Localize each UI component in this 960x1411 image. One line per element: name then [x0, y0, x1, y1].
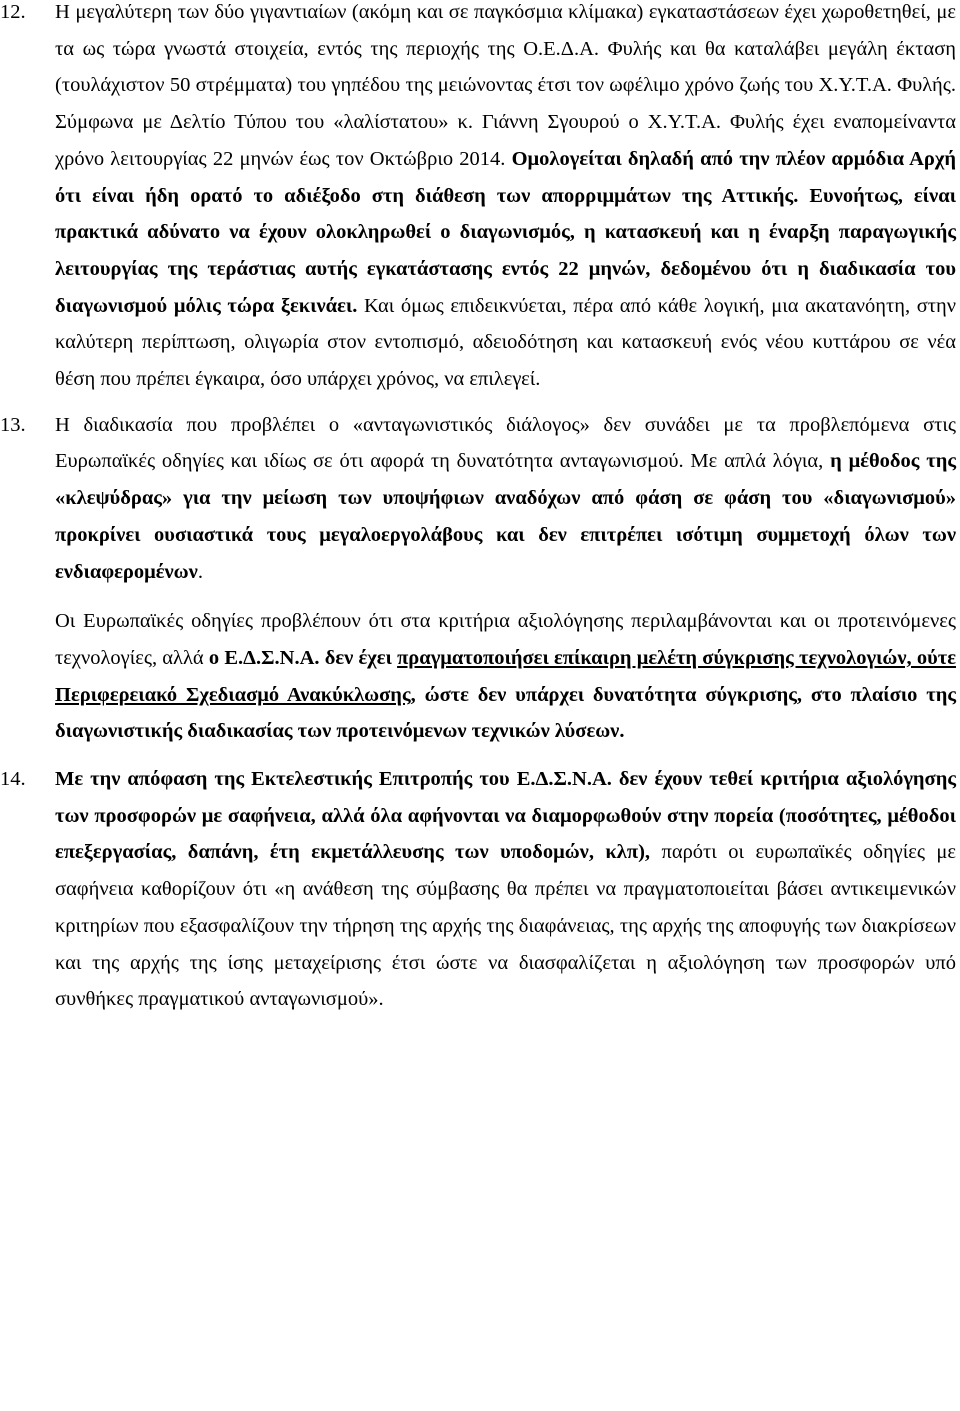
- item-text-bold: Ευνοήτως, είναι πρακτικά αδύνατο να έχουν ολοκληρωθεί ο διαγωνισμός, η κατασκευή και η έναρξη παραγωγικής λειτουργίας της τεράστιας αυτής εγκατάστασης εντός 22 μηνών, δεδομένου ότι η διαδικασία του διαγωνισμού μόλις τώρα ξεκινάει.: [55, 184, 956, 317]
- list-item-13-continuation: [0, 603, 960, 750]
- item-text: [798, 185, 809, 207]
- item-text-bold: ο Ε.Δ.Σ.Ν.Α. δεν έχει: [208, 646, 398, 669]
- item-text-bold: Με την απόφαση της Εκτελεστικής Επιτροπής του Ε.Δ.Σ.Ν.Α. δεν έχουν τεθεί κριτήρια αξιολόγησης των προσφορών με σαφήνεια, αλλά όλα αφήνονται να διαμορφωθούν στην πορεία (ποσότητες, μέθοδοι επεξεργασίας, δαπάνη, έτη εκμετάλλευσης των υποδομών, κλπ),: [55, 768, 956, 864]
- item-text: Η μεγαλύτερη των δύο γιγαντιαίων (ακόμη και σε παγκόσμια κλίμακα) εγκαταστάσεων έχει χωροθετηθεί, με τα ως τώρα γνωστά στοιχεία, εντός της περιοχής της Ο.Ε.Δ.Α. Φυλής και θα καταλάβει μεγάλη έκταση (τουλάχιστον 50 στρέμματα) του γηπέδου της μειώνοντας έτσι τον ωφέλιμο χρόνο ζωής του Χ.Υ.Τ.Α. Φυλής. Σύμφωνα με Δελτίο Τύπου του «λαλίστατου» κ. Γιάννη Σγουρού ο Χ.Υ.Τ.Α. Φυλής έχει εναπομείναντα χρόνο λειτουργίας 22 μηνών έως τον Οκτώβριο 2014.: [55, 1, 956, 170]
- item-text: Οι Ευρωπαϊκές οδηγίες προβλέπουν ότι στα κριτήρια αξιολόγησης περιλαμβάνονται και οι προτεινόμενες τεχνολογίες, αλλά: [55, 610, 956, 669]
- item-number: 13.: [0, 413, 26, 436]
- item-text: .: [197, 560, 203, 583]
- item-text: Και όμως επιδεικνύεται, πέρα από κάθε λογική, μια ακατανόητη, στην καλύτερη περίπτωση, ολιγωρία στον εντοπισμό, αδειοδότηση και κατασκευή ενός νέου κυττάρου σε νέα θέση που πρέπει έγκαιρα, όσο υπάρχει χρόνος, να επιλεγεί.: [55, 294, 956, 391]
- item-text-bold-underlined: πραγματοποιήσει επίκαιρη μελέτη σύγκρισης τεχνολογιών, ούτε Περιφερειακό Σχεδιασμό Ανακύκλωσης: [55, 646, 956, 706]
- item-number: 14.: [0, 768, 26, 791]
- item-text: Η διαδικασία που προβλέπει ο «ανταγωνιστικός διάλογος» δεν συνάδει με τα προβλεπόμενα στις Ευρωπαϊκές οδηγίες και ιδίως σε ότι αφορά τη δυνατότητα ανταγωνισμού. Με απλά λόγια,: [55, 413, 956, 473]
- item-text-bold: Ομολογείται δηλαδή από την πλέον αρμόδια Αρχή ότι είναι ήδη ορατό το αδιέξοδο στη διάθεση των απορριμμάτων της Αττικής.: [55, 147, 956, 207]
- item-text: παρότι οι ευρωπαϊκές οδηγίες με σαφήνεια καθορίζουν ότι «η ανάθεση της σύμβασης θα πρέπει να πραγματοποιείται βάσει αντικειμενικών κριτηρίων που εξασφαλίζουν την τήρηση της αρχής της διαφάνειας, της αρχής της αποφυγής των διακρίσεων και της αρχής της ίσης μεταχείρισης έτσι ώστε να διασφαλίζεται η αξιολόγηση των προσφορών υπό συνθήκες πραγματικού ανταγωνισμού».: [55, 841, 956, 1011]
- item-text-bold: η μέθοδος της «κλεψύδρας» για την μείωση των υποψήφιων αναδόχων από φάση σε φάση του «διαγωνισμού» προκρίνει ουσιαστικά τους μεγαλοεργολάβους και δεν επιτρέπει ισότιμη συμμετοχή όλων των ενδιαφερομένων: [55, 450, 957, 583]
- item-text-bold: , ώστε δεν υπάρχει δυνατότητα σύγκρισης, στο πλαίσιο της διαγωνιστικής διαδικασίας των προτεινόμενων τεχνικών λύσεων.: [55, 683, 956, 743]
- list-item-12: [0, 0, 960, 398]
- item-number: 12.: [0, 1, 26, 23]
- list-item-13: [0, 407, 960, 591]
- list-item-14: [0, 761, 960, 1018]
